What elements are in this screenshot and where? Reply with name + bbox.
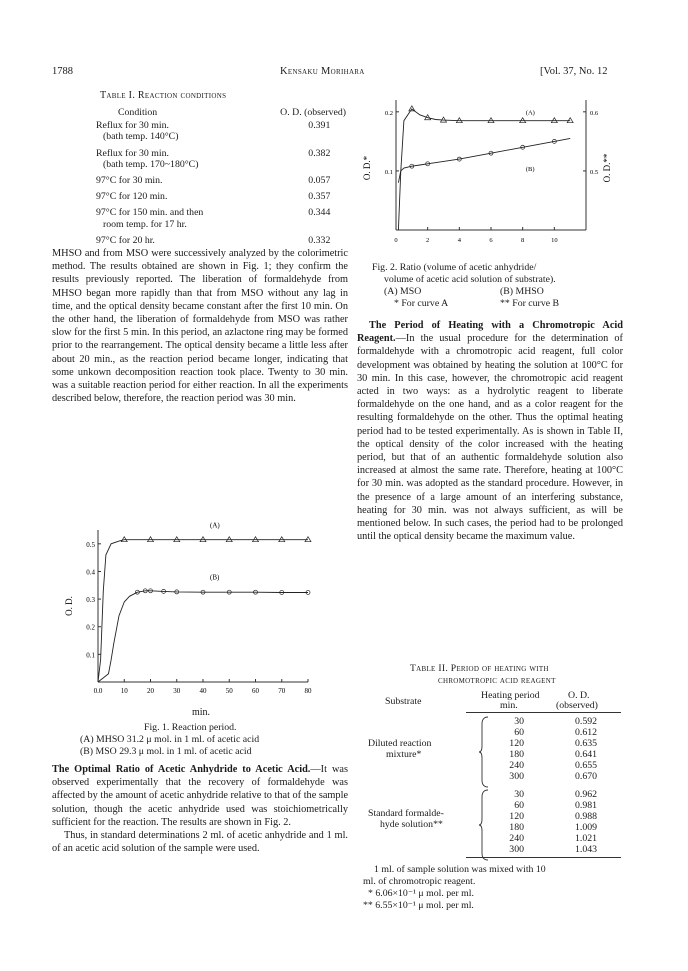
data-point-a bbox=[226, 537, 232, 542]
page-number: 1788 bbox=[52, 66, 73, 77]
running-author: Kensaku Morihara bbox=[280, 66, 365, 77]
y-axis-label-right: O. D.** bbox=[602, 153, 612, 183]
series-line-b bbox=[98, 591, 308, 682]
y-tick-label: 0.3 bbox=[86, 596, 95, 605]
period-value: 30 bbox=[514, 716, 524, 727]
x-tick-label: 80 bbox=[304, 687, 312, 695]
series-label-b: (B) bbox=[210, 573, 220, 582]
x-tick-label: 40 bbox=[199, 687, 207, 695]
group-name-2: mixture* bbox=[386, 749, 422, 760]
table2-title-line2: chromotropic acid reagent bbox=[438, 675, 556, 686]
period-column bbox=[504, 789, 524, 855]
table1-title: Table I. Reaction conditions bbox=[100, 90, 227, 101]
figure-2-chart bbox=[356, 90, 618, 256]
right-section bbox=[357, 319, 623, 543]
condition: 97°C for 120 min. bbox=[96, 191, 168, 203]
y-tick-label-left: 0.1 bbox=[384, 168, 393, 176]
y-tick-label-left: 0.2 bbox=[384, 109, 393, 117]
x-tick-label: 10 bbox=[120, 687, 128, 695]
od-value: 0.612 bbox=[575, 727, 598, 738]
group-name-2: hyde solution** bbox=[380, 819, 443, 830]
data-point-a bbox=[305, 537, 311, 542]
data-point-a bbox=[488, 118, 494, 123]
table-row bbox=[96, 202, 346, 229]
od-value: 0.332 bbox=[308, 234, 331, 246]
table2-header-period: Heating period bbox=[481, 690, 540, 701]
table-row bbox=[96, 118, 346, 142]
table2-rule bbox=[466, 712, 621, 713]
period-value: 60 bbox=[514, 800, 524, 811]
fig2-caption-b: (B) MHSO bbox=[500, 286, 544, 297]
od-value: 0.655 bbox=[575, 760, 598, 771]
od-value: 1.021 bbox=[575, 833, 598, 844]
table-row bbox=[96, 186, 346, 202]
y-tick-label: 0.4 bbox=[86, 568, 95, 577]
period-column bbox=[504, 716, 524, 782]
od-value: 0.988 bbox=[575, 811, 598, 822]
y-tick-label: 0.5 bbox=[86, 540, 95, 549]
x-tick-label: 2 bbox=[426, 237, 430, 244]
od-value: 0.635 bbox=[575, 738, 598, 749]
condition: 97°C for 30 min. bbox=[96, 175, 163, 187]
fig1-xlabel: min. bbox=[192, 707, 211, 718]
y-tick-label-right: 0.6 bbox=[590, 109, 599, 117]
left-section bbox=[52, 763, 348, 855]
data-point-a bbox=[567, 118, 573, 123]
od-value: 1.043 bbox=[575, 844, 598, 855]
fig1-caption-b: (B) MSO 29.3 μ mol. in 1 ml. of acetic acid bbox=[80, 746, 252, 757]
period-value: 120 bbox=[509, 811, 524, 822]
condition: 97°C for 150 min. and then bbox=[96, 207, 204, 219]
table2-note: 1 ml. of sample solution was mixed with 10 bbox=[374, 864, 546, 875]
x-tick-label: 50 bbox=[225, 687, 233, 695]
condition: 97°C for 20 hr. bbox=[96, 234, 155, 246]
fig2-caption-line2: volume of acetic acid solution of substrate). bbox=[384, 274, 556, 285]
fig2-caption-note-b: ** For curve B bbox=[500, 298, 560, 309]
period-value: 120 bbox=[509, 738, 524, 749]
data-point-a bbox=[551, 118, 557, 123]
y-tick-label: 0.2 bbox=[86, 623, 95, 632]
od-value: 0.357 bbox=[308, 191, 331, 203]
od-value: 0.641 bbox=[575, 749, 598, 760]
table2-note-cont: ml. of chromotropic reagent. bbox=[363, 876, 476, 887]
table2-footnote-2: ** 6.55×10⁻¹ μ mol. per ml. bbox=[363, 900, 474, 911]
period-value: 240 bbox=[509, 760, 524, 771]
condition: Reflux for 30 min. bbox=[96, 147, 169, 159]
series-line-a bbox=[398, 109, 570, 230]
table2-title-line1: Table II. Period of heating with bbox=[410, 663, 549, 674]
table2-rule-bottom bbox=[466, 857, 621, 858]
series-label-a: (A) bbox=[210, 522, 220, 530]
section-heading: The Optimal Ratio of Acetic Anhydride to Acetic Acid. bbox=[52, 764, 311, 775]
period-value: 300 bbox=[509, 771, 524, 782]
x-tick-label: 10 bbox=[551, 237, 558, 244]
left-body-text bbox=[52, 247, 348, 405]
od-column bbox=[575, 789, 597, 855]
figure-1-chart bbox=[58, 522, 350, 707]
fig2-caption-line1: Fig. 2. Ratio (volume of acetic anhydride/ bbox=[372, 262, 537, 273]
od-value: 0.057 bbox=[308, 175, 331, 187]
table1-col1: Condition bbox=[118, 107, 158, 118]
y-axis-label-left: O. D.* bbox=[362, 155, 372, 181]
condition: Reflux for 30 min. bbox=[96, 120, 169, 132]
period-value: 30 bbox=[514, 789, 524, 800]
od-value: 0.592 bbox=[575, 716, 598, 727]
table-row bbox=[96, 170, 346, 186]
od-column bbox=[575, 716, 597, 782]
period-value: 60 bbox=[514, 727, 524, 738]
x-tick-label: 4 bbox=[457, 237, 461, 244]
table2-footnote-1: * 6.06×10⁻¹ μ mol. per ml. bbox=[368, 888, 474, 899]
od-value: 0.382 bbox=[308, 147, 331, 159]
table2-header-od-unit: (observed) bbox=[556, 700, 598, 711]
table2-header-substrate: Substrate bbox=[385, 696, 422, 707]
x-tick-label: 60 bbox=[252, 687, 259, 695]
fig1-caption-a: (A) MHSO 31.2 μ mol. in 1 ml. of acetic acid bbox=[80, 734, 260, 745]
y-axis-label: O. D. bbox=[64, 596, 74, 616]
series-label-a: (A) bbox=[525, 109, 535, 117]
group-name: Standard formalde- bbox=[368, 808, 444, 819]
fig2-caption-note-a: * For curve A bbox=[394, 298, 449, 309]
data-point-a bbox=[121, 537, 127, 542]
x-tick-label: 0.0 bbox=[93, 687, 103, 695]
od-value: 0.391 bbox=[308, 120, 331, 132]
table1-col2: O. D. (observed) bbox=[280, 107, 346, 118]
paragraph: MHSO and from MSO were successively analyzed by the colorimetric method. The results obtained are shown in Fig. 1; they confirm the results previously reported. The liberation of formaldehyde from MHSO began more rapidly than that from MSO without any lag in time, and the optical density became constant after the first 10 min. On the other hand, the liberation of formaldehyde from MSO was rather slow for the first 5 min. In this period, an azlactone ring may be formed prior to the rearrangement. The optical density became a little less after about 20 min., as the reaction period became longer, indicating that some unkown decomposition reaction took place. Twenty to 30 min. was a suitable reaction period for either reaction. In all the experiments described below, therefore, the reaction period was 30 min. bbox=[52, 248, 348, 405]
condition-sub: (bath temp. 170~180°C) bbox=[103, 158, 199, 170]
section-body: —It was observed experimentally that the recovery of formaldehyde was affected by the amount of acetic anhydride relative to that of the sample solution, though the acetic anhydride used was stoichiometrically sufficient for the reaction. The results are shown in Fig. 2. bbox=[52, 764, 349, 828]
period-value: 180 bbox=[509, 822, 524, 833]
table1 bbox=[96, 107, 346, 246]
period-value: 240 bbox=[509, 833, 524, 844]
fig2-caption-a: (A) MSO bbox=[384, 286, 422, 297]
paragraph: Thus, in standard determinations 2 ml. of acetic anhydride and 1 ml. of an acetic acid solution of the sample were used. bbox=[52, 830, 348, 855]
x-tick-label: 6 bbox=[489, 237, 493, 244]
table-row bbox=[96, 143, 346, 170]
table2-header-od: O. D. bbox=[568, 690, 590, 701]
section-body: —In the usual procedure for the determination of formaldehyde with a chromotropic acid reagent, full color development was obtained by heating the solution at 100°C for 30 min. In this case, however, the chromotropic acid reagent acted in two ways: as a hydrolytic reagent to liberate formaldehyde on the one hand, and as a color reagent for the resulting formaldehyde on the other. Thus the optimal heating period had to be tested experimentally. As is shown in Table II, the optical density of the color increased with the heating period, but that of an authentic formaldehyde solution also increased at almost the same rate. Therefore, heating at 100°C for 30 min. was adopted as the standard procedure. However, in the presence of a large amount of an interfering substance, heating for 30 min. was not always sufficient, as will be mentioned below. In such cases, the period had to be prolonged until the optical density became the maximum value. bbox=[357, 333, 623, 543]
od-value: 0.981 bbox=[575, 800, 598, 811]
section-heading: The Period of Heating with a Chromotropic Acid Reagent. bbox=[357, 320, 623, 345]
table-row bbox=[96, 230, 346, 246]
x-tick-label: 20 bbox=[147, 687, 154, 695]
series-line-b bbox=[398, 138, 570, 182]
x-tick-label: 30 bbox=[173, 687, 181, 695]
od-value: 1.009 bbox=[575, 822, 598, 833]
data-point-a bbox=[148, 537, 154, 542]
volume-info: [Vol. 37, No. 12 bbox=[540, 66, 608, 77]
group-name: Diluted reaction bbox=[368, 738, 432, 749]
od-value: 0.344 bbox=[308, 207, 331, 219]
brace-icon bbox=[478, 716, 490, 788]
data-point-a bbox=[253, 537, 259, 542]
y-tick-label: 0.1 bbox=[86, 651, 95, 660]
data-point-a bbox=[174, 537, 180, 542]
table2-header-period-unit: min. bbox=[500, 700, 518, 711]
brace-icon bbox=[478, 789, 490, 861]
series-line-a bbox=[98, 540, 308, 682]
x-tick-label: 0 bbox=[394, 237, 398, 244]
data-point-a bbox=[200, 537, 206, 542]
period-value: 300 bbox=[509, 844, 524, 855]
condition-sub: room temp. for 17 hr. bbox=[103, 218, 187, 230]
x-tick-label: 8 bbox=[521, 237, 525, 244]
x-tick-label: 70 bbox=[278, 687, 286, 695]
data-point-a bbox=[279, 537, 285, 542]
period-value: 180 bbox=[509, 749, 524, 760]
condition-sub: (bath temp. 140°C) bbox=[103, 131, 179, 143]
fig1-caption-title: Fig. 1. Reaction period. bbox=[144, 722, 237, 733]
y-tick-label-right: 0.5 bbox=[590, 168, 599, 176]
series-label-b: (B) bbox=[525, 165, 535, 173]
od-value: 0.670 bbox=[575, 771, 598, 782]
data-point-a bbox=[520, 118, 526, 123]
od-value: 0.962 bbox=[575, 789, 598, 800]
